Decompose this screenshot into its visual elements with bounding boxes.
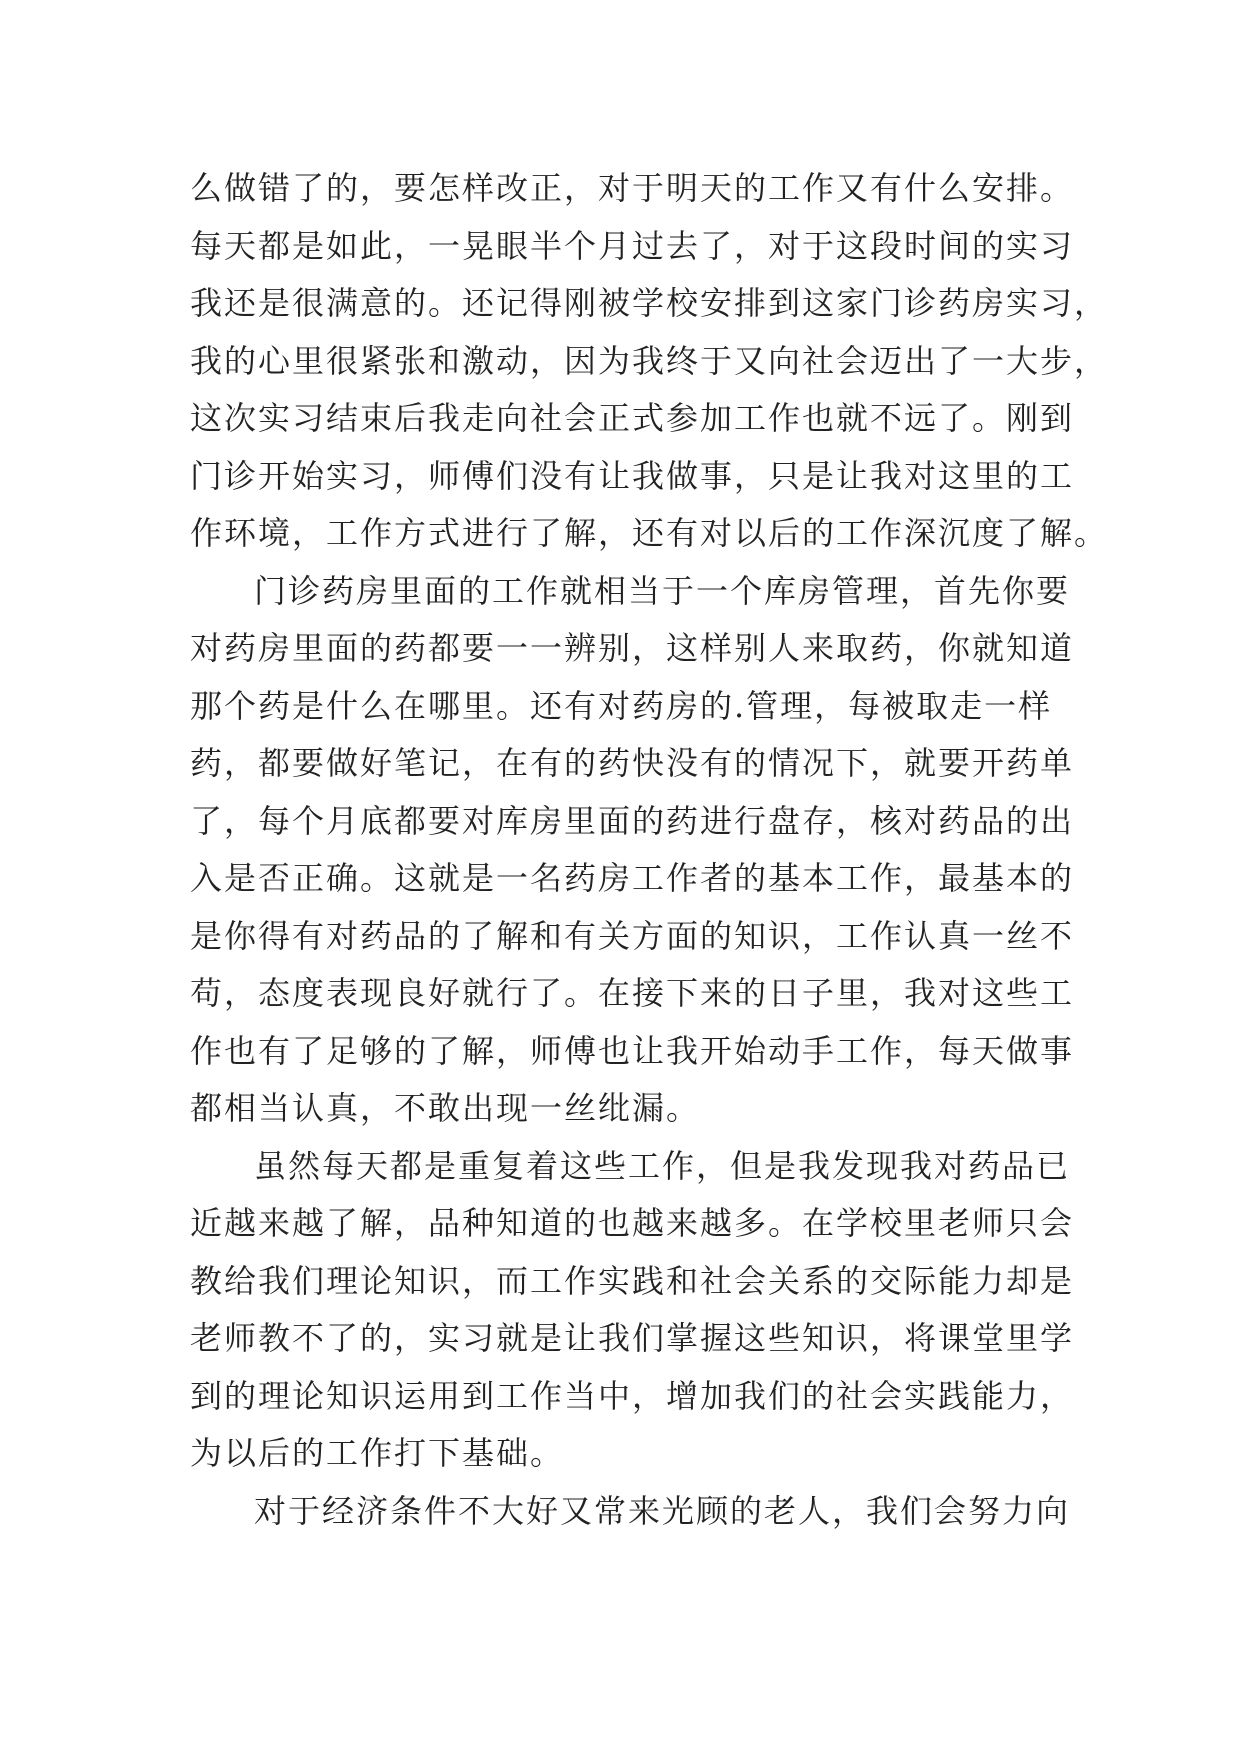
text-line: 这次实习结束后我走向社会正式参加工作也就不远了。刚到 <box>190 399 1075 437</box>
text-line: 门诊开始实习，师傅们没有让我做事，只是让我对这里的工 <box>190 456 1075 495</box>
text-line: 对药房里面的药都要一一辨别，这样别人来取药，你就知道 <box>190 629 1075 667</box>
text-line: 到的理论知识运用到工作当中，增加我们的社会实践能力， <box>190 1376 1075 1415</box>
body-text <box>190 160 1109 1540</box>
text-line: 门诊药房里面的工作就相当于一个库房管理，首先你要 <box>254 571 1071 610</box>
text-line: 苟，态度表现良好就行了。在接下来的日子里，我对这些工 <box>190 974 1075 1012</box>
text-line: 老师教不了的，实习就是让我们掌握这些知识，将课堂里学 <box>190 1319 1075 1357</box>
text-line: 每天都是如此，一晃眼半个月过去了，对于这段时间的实习 <box>190 226 1075 265</box>
text-line: 我还是很满意的。还记得刚被学校安排到这家门诊药房实习， <box>190 284 1109 322</box>
text-line: 药，都要做好笔记，在有的药快没有的情况下，就要开药单 <box>190 744 1075 782</box>
text-line: 为以后的工作打下基础。 <box>190 1434 565 1472</box>
text-line: 那个药是什么在哪里。还有对药房的.管理，每被取走一样 <box>190 686 1053 725</box>
text-line: 近越来越了解，品种知道的也越来越多。在学校里老师只会 <box>190 1204 1075 1242</box>
text-line: 了，每个月底都要对库房里面的药进行盘存，核对药品的出 <box>190 801 1075 840</box>
text-line: 么做错了的，要怎样改正，对于明天的工作又有什么安排。 <box>190 169 1075 207</box>
text-line: 对于经济条件不大好又常来光顾的老人，我们会努力向 <box>254 1491 1071 1530</box>
text-line: 作也有了足够的了解，师傅也让我开始动手工作，每天做事 <box>190 1031 1075 1070</box>
text-line: 教给我们理论知识，而工作实践和社会关系的交际能力却是 <box>190 1261 1075 1300</box>
text-line: 都相当认真，不敢出现一丝纰漏。 <box>190 1089 701 1127</box>
text-line: 虽然每天都是重复着这些工作，但是我发现我对药品已 <box>254 1146 1071 1185</box>
text-line: 我的心里很紧张和激动，因为我终于又向社会迈出了一大步， <box>190 341 1109 380</box>
text-line: 作环境，工作方式进行了解，还有对以后的工作深沉度了解。 <box>190 514 1109 552</box>
text-line: 是你得有对药品的了解和有关方面的知识，工作认真一丝不 <box>190 916 1075 955</box>
text-line: 入是否正确。这就是一名药房工作者的基本工作，最基本的 <box>190 859 1075 897</box>
